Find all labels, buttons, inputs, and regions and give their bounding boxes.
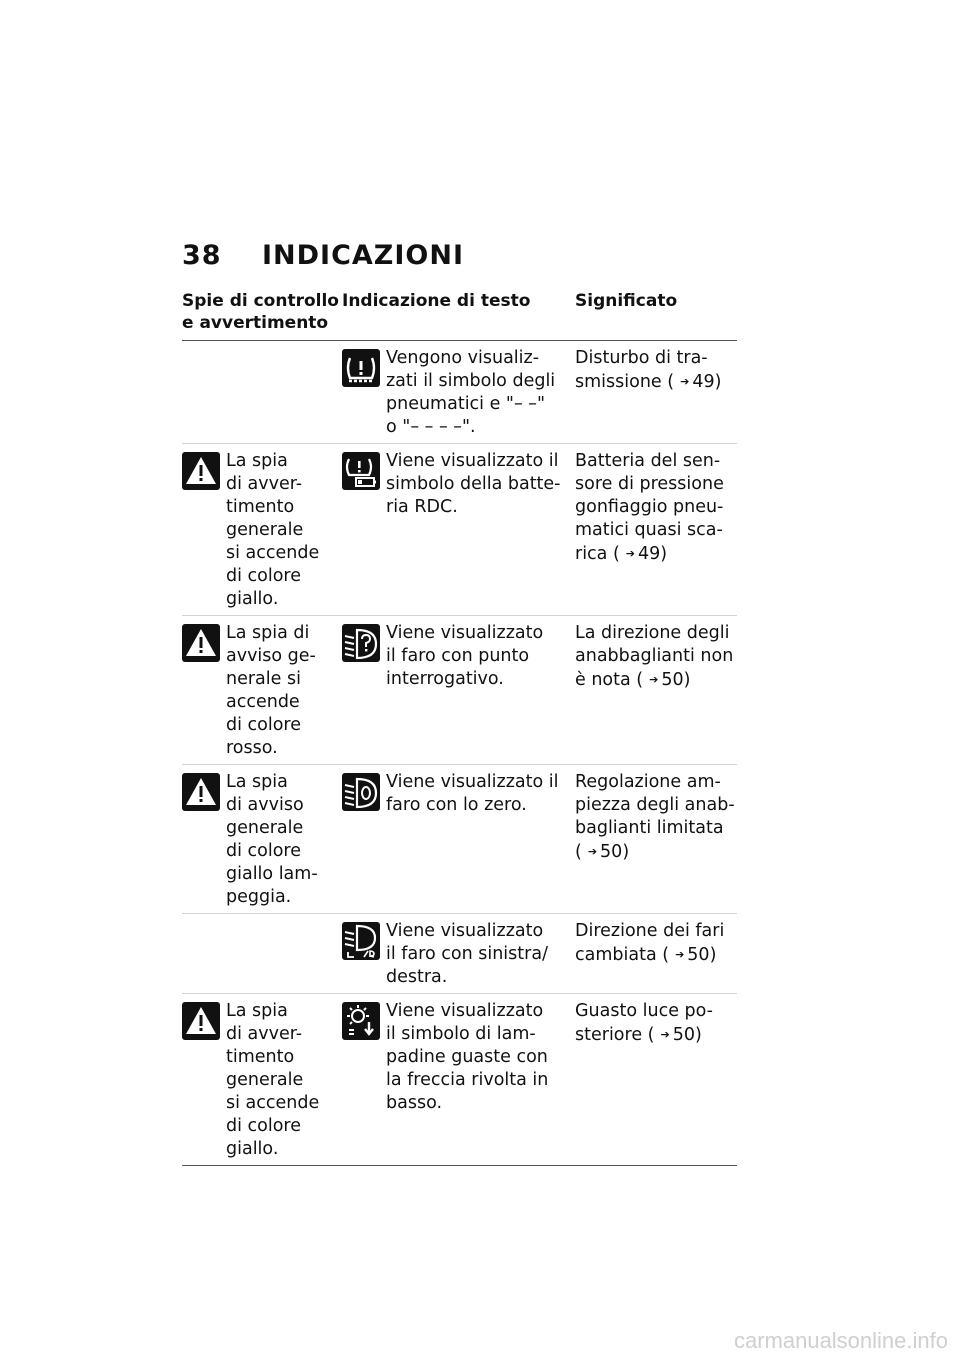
page-reference-arrow-icon: ➔: [625, 547, 636, 560]
text-display-cell: [342, 622, 575, 760]
page-reference-arrow-icon: ➔: [660, 1028, 670, 1041]
page-reference-number: 49: [638, 544, 661, 564]
page-reference-arrow-icon: ➔: [587, 845, 598, 858]
warning-light-cell: [182, 347, 342, 439]
watermark: carmanualsonline.info: [733, 1328, 948, 1353]
meaning-text: [575, 1000, 737, 1047]
warning-light-cell: [182, 1000, 342, 1161]
display-description: Viene visualizzato il faro con punto interrogativo.: [386, 623, 544, 689]
meaning-description: La direzione degli anabbaglianti non è nota: [575, 623, 734, 690]
page-reference[interactable]: ( ➔ 50): [642, 1025, 702, 1045]
table-row: [182, 994, 737, 1166]
page-reference[interactable]: ( ➔ 50): [575, 842, 630, 862]
meaning-cell: [575, 622, 737, 760]
table-header: [182, 290, 737, 341]
column-header-warning-lights: Spie di controllo e avvertimento: [182, 291, 339, 333]
meaning-description: Direzione dei fari cambiata: [575, 921, 725, 965]
tire-pressure-icon: [342, 347, 386, 387]
display-description: Viene visualizzato il faro con lo zero.: [386, 772, 559, 815]
display-description: Viene visualizzato il faro con sinistra/ destra.: [386, 921, 548, 987]
warning-triangle-icon: [182, 450, 226, 490]
page-reference-number: 50: [600, 842, 623, 862]
meaning-text: [575, 450, 737, 566]
page-reference[interactable]: ( ➔ 50): [630, 670, 691, 690]
text-display-cell: [342, 920, 575, 989]
page-reference-arrow-icon: ➔: [675, 948, 685, 961]
warning-light-cell: [182, 622, 342, 760]
warning-light-cell: [182, 771, 342, 909]
display-description: Vengono visualiz- zati il simbolo degli pneumatici e "– –" o "– – – –".: [386, 348, 556, 437]
table-row: [182, 341, 737, 444]
rdc-battery-icon: [342, 450, 386, 490]
warning-light-description: La spia di avver- timento generale si accende di colore giallo.: [226, 451, 320, 609]
warning-light-description: La spia di avver- timento generale si accende di colore giallo.: [226, 1001, 320, 1159]
warning-light-description: La spia di avviso generale di colore giallo lam- peggia.: [226, 772, 318, 907]
warning-triangle-icon: [182, 622, 226, 662]
meaning-text: [575, 347, 737, 394]
page-reference-number: 50: [672, 1025, 695, 1045]
meaning-text: [575, 920, 737, 967]
table-body: [182, 341, 737, 1166]
page-reference[interactable]: ( ➔ 49): [661, 372, 722, 392]
headlight-lr-icon: [342, 920, 386, 960]
text-display-cell: [342, 347, 575, 439]
warning-light-cell: [182, 920, 342, 989]
page-reference-number: 49: [692, 372, 715, 392]
warning-triangle-icon: [182, 1000, 226, 1040]
column-header-text-display: Indicazione di testo: [342, 291, 531, 311]
column-header-meaning: Significato: [575, 291, 678, 311]
page-header: [182, 240, 464, 271]
page-reference[interactable]: ( ➔ 50): [656, 945, 717, 965]
warning-triangle-icon: [182, 771, 226, 811]
meaning-cell: [575, 450, 737, 611]
meaning-cell: [575, 1000, 737, 1161]
page-number: 38: [182, 240, 222, 271]
warning-light-description: La spia di avviso ge- nerale si accende di colore rosso.: [226, 623, 316, 758]
table-row: [182, 444, 737, 616]
display-description: Viene visualizzato il simbolo della batte- ria RDC.: [386, 451, 561, 517]
page-reference[interactable]: ( ➔ 49): [607, 544, 668, 564]
text-display-cell: [342, 771, 575, 909]
table-row: [182, 616, 737, 765]
headlight-zero-icon: [342, 771, 386, 811]
meaning-text: [575, 622, 737, 692]
indicator-table: [182, 290, 737, 1166]
headlight-question-icon: [342, 622, 386, 662]
text-display-cell: [342, 1000, 575, 1161]
meaning-cell: [575, 347, 737, 439]
meaning-cell: [575, 771, 737, 909]
meaning-description: Batteria del sen- sore di pressione gonfiaggio pneu- matici quasi sca- rica: [575, 451, 724, 564]
page-reference-number: 50: [687, 945, 710, 965]
meaning-cell: [575, 920, 737, 989]
meaning-text: [575, 771, 737, 864]
rear-light-fault-icon: [342, 1000, 386, 1040]
chapter-title: INDICAZIONI: [262, 240, 465, 271]
text-display-cell: [342, 450, 575, 611]
page-reference-number: 50: [661, 670, 684, 690]
table-row: [182, 765, 737, 914]
display-description: Viene visualizzato il simbolo di lam- padine guaste con la freccia rivolta in basso.: [386, 1001, 549, 1113]
page-reference-arrow-icon: ➔: [649, 673, 659, 686]
meaning-description: Disturbo di tra- smissione: [575, 348, 708, 392]
meaning-description: Guasto luce po- steriore: [575, 1001, 713, 1045]
meaning-description: Regolazione am- piezza degli anab- baglianti limitata: [575, 772, 735, 838]
page-reference-arrow-icon: ➔: [680, 375, 690, 388]
table-row: [182, 914, 737, 994]
warning-light-cell: [182, 450, 342, 611]
